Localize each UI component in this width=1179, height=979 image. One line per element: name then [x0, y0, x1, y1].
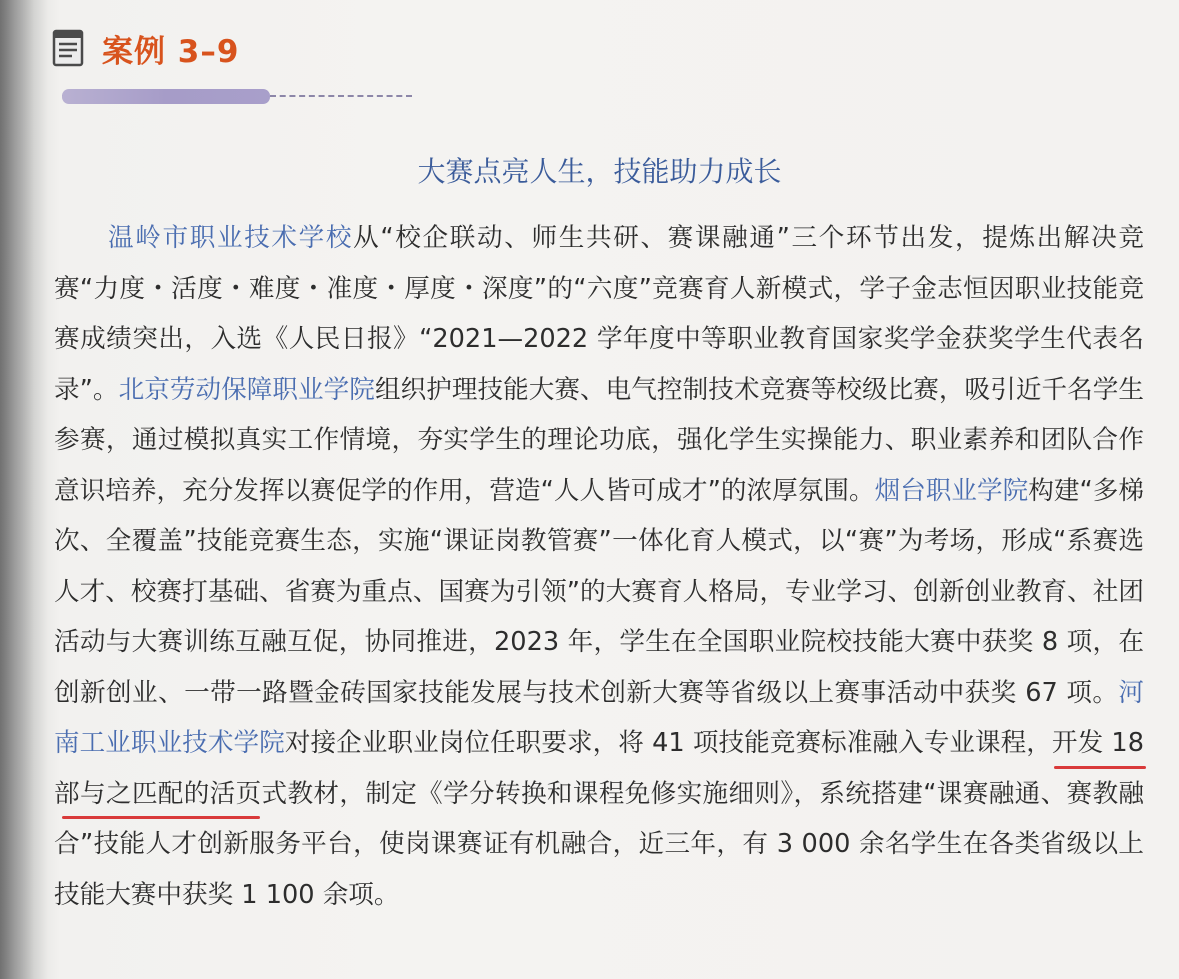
body-segment: 从“校企联动、师生共研、赛课融通”三个环节出发，提炼出解决竞赛“力度・活度・难度・准度・厚度・深度”的“六度”竞赛育人新模式，学子金志恒因职业技能竞赛成绩突出，入选《人民日报》“2021—2022 学年度中等职业教育国家奖学金获奖学生代表名录”。	[54, 223, 1144, 405]
body-segment: 构建“多梯次、全覆盖”技能竞赛生态，实施“课证岗教管赛”一体化育人模式，以“赛”为考场，形成“系赛选人才、校赛打基础、省赛为重点、国赛为引领”的大赛育人格局，专业学习、创新创业教育、社团活动与大赛训练互融互促，协同推进，2023 年，学生在全国职业院校技能大赛中获奖 8 项，在创新创业、一带一路暨金砖国家技能发展与技术创新大赛等省级以上赛事活动中获奖 67 项。	[54, 475, 1144, 708]
article-body	[54, 213, 1144, 920]
page-gutter-shadow	[0, 0, 48, 979]
red-underline-mark	[62, 816, 260, 819]
school-name: 烟台职业学院	[874, 475, 1029, 506]
case-divider	[62, 86, 412, 106]
school-name-underlined: 河南工业职业技术学院	[54, 677, 1144, 758]
document-icon	[48, 28, 88, 68]
school-name: 温岭市职业技术学校	[108, 223, 354, 253]
article-title: 大赛点亮人生，技能助力成长	[417, 155, 782, 188]
school-name: 北京劳动保障职业学院	[118, 374, 375, 405]
red-underline-mark	[1054, 766, 1146, 769]
body-segment: 对接企业职业岗位任职要求，将 41 项技能竞赛标准融入专业课程，开发 18 部与之匹配的活页式教材，制定《学分转换和课程免修实施细则》，系统搭建“课赛融通、赛教融合”技能人才创新服务平台，使岗课赛证有机融合，近三年，有 3 000 余名学生在各类省级以上技能大赛中获奖 1 100 余项。	[54, 728, 1144, 910]
case-header	[48, 26, 239, 70]
case-label: 案例 3–9	[102, 33, 240, 70]
body-segment: 组织护理技能大赛、电气控制技术竞赛等校级比赛，吸引近千名学生参赛，通过模拟真实工作情境，夯实学生的理论功底，强化学生实操能力、职业素养和团队合作意识培养，充分发挥以赛促学的作用，营造“人人皆可成才”的浓厚氛围。	[54, 374, 1144, 506]
